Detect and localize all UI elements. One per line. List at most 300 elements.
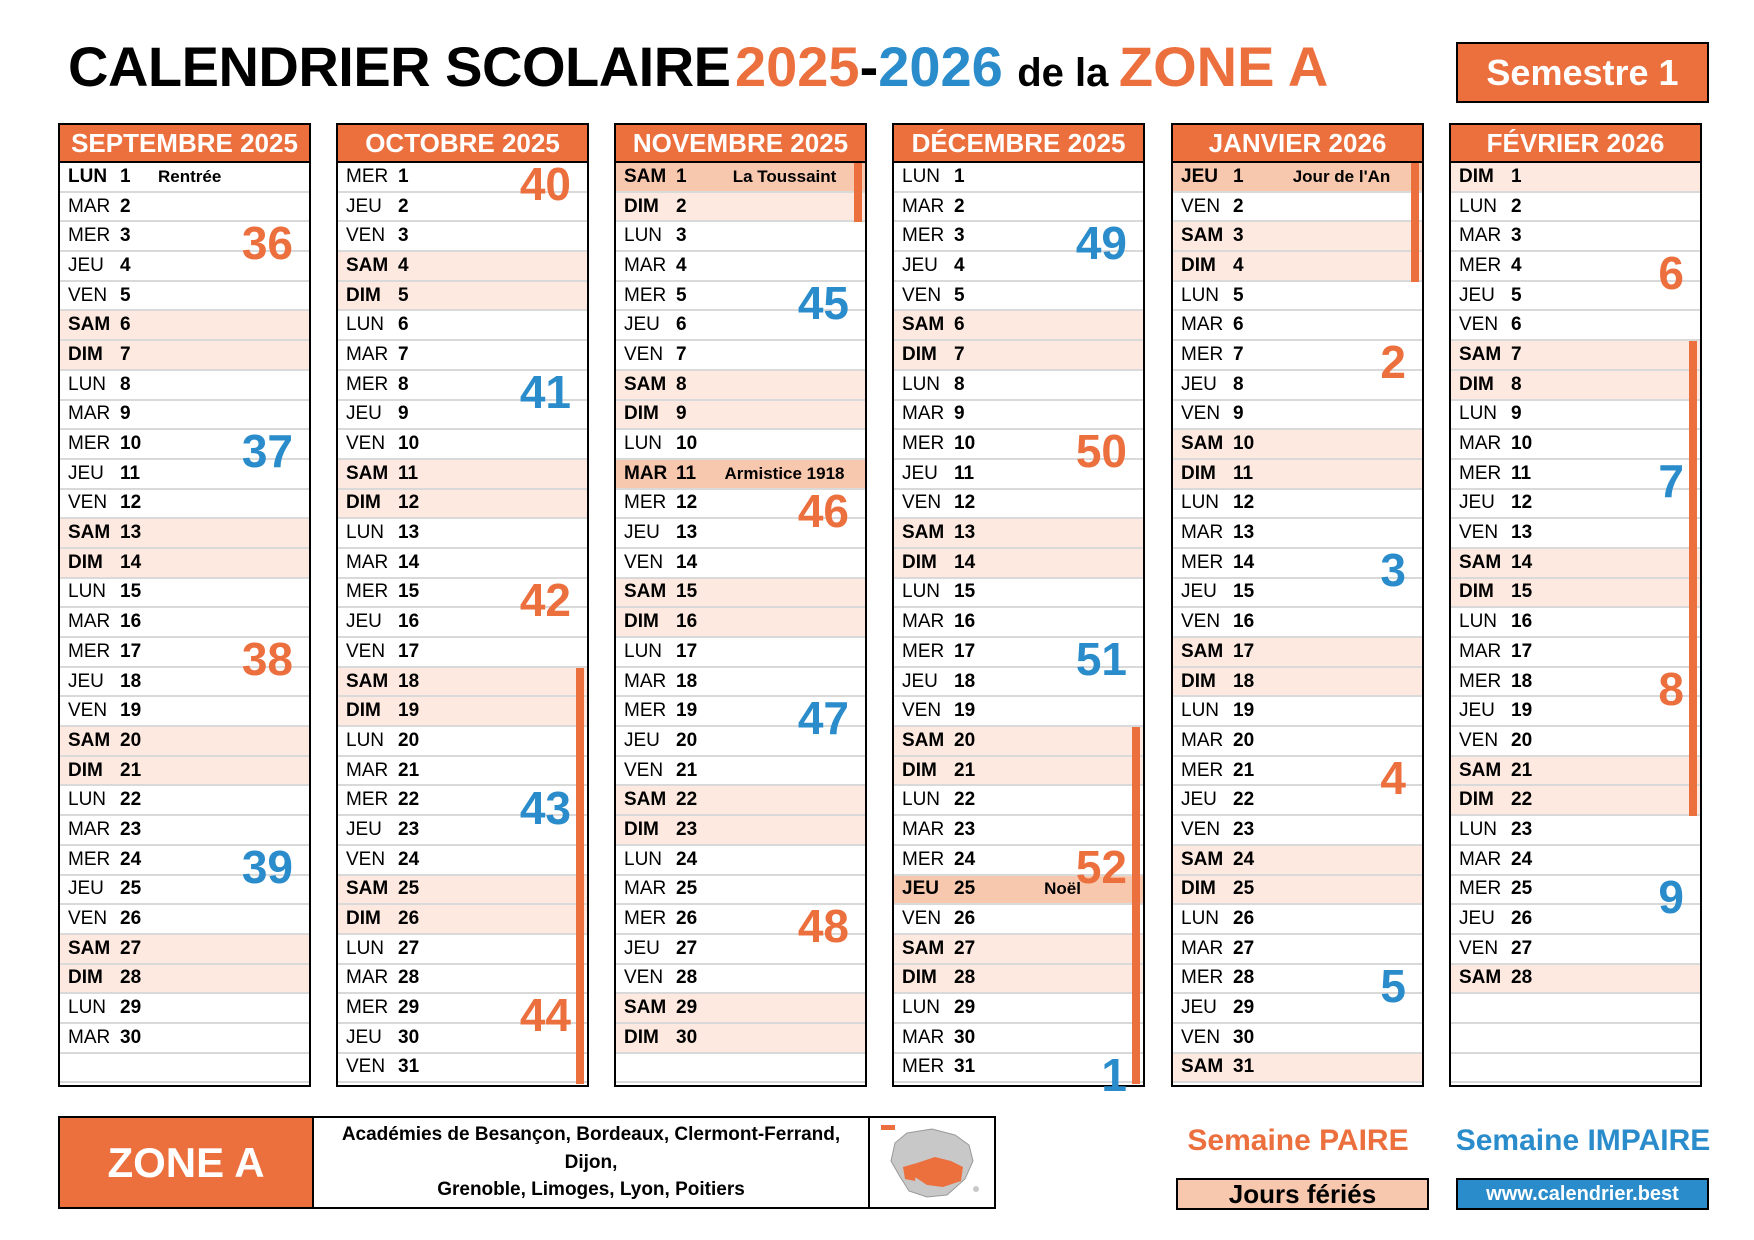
day-number: 21 xyxy=(954,759,976,781)
day-number: 23 xyxy=(676,818,698,840)
day-number: 9 xyxy=(398,403,409,425)
day-of-week: JEU xyxy=(902,254,938,276)
day-row xyxy=(616,371,865,401)
day-row xyxy=(60,371,309,401)
day-number: 27 xyxy=(120,937,142,959)
day-number: 17 xyxy=(120,640,142,662)
day-number: 9 xyxy=(1511,403,1522,425)
day-of-week: SAM xyxy=(1459,967,1502,989)
day-number: 10 xyxy=(398,433,420,455)
day-of-week: MER xyxy=(346,165,389,187)
day-number: 4 xyxy=(954,254,965,276)
holiday-label: Armistice 1918 xyxy=(724,463,845,483)
day-of-week: JEU xyxy=(902,670,938,692)
day-row xyxy=(1173,816,1422,846)
day-of-week: MAR xyxy=(68,1026,111,1048)
day-of-week: JEU xyxy=(68,878,104,900)
day-of-week: SAM xyxy=(1181,848,1224,870)
event-label: Rentrée xyxy=(158,166,222,186)
month-title: DÉCEMBRE 2025 xyxy=(894,125,1143,163)
academies-line-2: Grenoble, Limoges, Lyon, Poitiers xyxy=(437,1179,745,1201)
day-number: 18 xyxy=(954,670,976,692)
week-number: 4 xyxy=(1380,751,1406,804)
day-list xyxy=(894,163,1143,1101)
day-of-week: MER xyxy=(346,789,389,811)
day-number: 1 xyxy=(120,165,131,187)
day-number: 26 xyxy=(676,908,698,930)
day-number: 15 xyxy=(1233,581,1255,603)
day-number: 16 xyxy=(676,611,698,633)
week-number: 3 xyxy=(1380,543,1406,596)
day-row xyxy=(1451,757,1700,787)
day-of-week: VEN xyxy=(1459,729,1499,751)
day-number: 12 xyxy=(1511,492,1533,514)
day-number: 10 xyxy=(1511,433,1533,455)
day-row xyxy=(894,905,1143,935)
zone-label: ZONE A xyxy=(60,1118,314,1207)
title-prefix: CALENDRIER SCOLAIRE xyxy=(68,35,731,98)
day-number: 25 xyxy=(398,878,420,900)
day-number: 21 xyxy=(120,759,142,781)
day-of-week: LUN xyxy=(68,997,107,1019)
day-row xyxy=(894,341,1143,371)
day-of-week: DIM xyxy=(624,403,659,425)
day-of-week: LUN xyxy=(346,937,385,959)
day-of-week: SAM xyxy=(624,373,667,395)
day-row xyxy=(1451,193,1700,223)
day-of-week: LUN xyxy=(346,522,385,544)
day-number: 20 xyxy=(676,729,698,751)
day-row xyxy=(1173,638,1422,668)
day-row xyxy=(616,193,865,223)
day-of-week: MER xyxy=(1181,967,1224,989)
day-row xyxy=(1451,311,1700,341)
day-of-week: JEU xyxy=(902,462,938,484)
day-number: 23 xyxy=(120,818,142,840)
day-number: 20 xyxy=(398,729,420,751)
day-number: 1 xyxy=(398,165,409,187)
day-number: 19 xyxy=(676,700,698,722)
day-row xyxy=(894,519,1143,549)
day-number: 11 xyxy=(398,462,419,484)
day-number: 16 xyxy=(398,611,420,633)
day-number: 2 xyxy=(676,195,687,217)
day-row xyxy=(616,786,865,816)
day-of-week: SAM xyxy=(68,314,111,336)
day-of-week: MER xyxy=(68,640,111,662)
day-row xyxy=(616,341,865,371)
day-number: 26 xyxy=(1511,908,1533,930)
day-row xyxy=(1173,193,1422,223)
day-number: 6 xyxy=(1233,314,1244,336)
day-number: 3 xyxy=(954,225,965,247)
day-number: 25 xyxy=(954,878,976,900)
day-of-week: DIM xyxy=(1459,581,1494,603)
day-row xyxy=(616,608,865,638)
day-number: 8 xyxy=(1511,373,1522,395)
day-number: 10 xyxy=(676,433,698,455)
vacation-bar xyxy=(854,163,862,222)
day-number: 9 xyxy=(120,403,131,425)
day-row xyxy=(338,935,587,965)
week-number: 40 xyxy=(519,157,571,210)
day-number: 5 xyxy=(676,284,687,306)
day-number: 17 xyxy=(398,640,420,662)
day-number: 18 xyxy=(676,670,698,692)
day-number: 15 xyxy=(398,581,420,603)
day-row xyxy=(60,935,309,965)
day-number: 8 xyxy=(398,373,409,395)
day-number: 19 xyxy=(1511,700,1533,722)
day-of-week: SAM xyxy=(1459,759,1502,781)
title-zone: ZONE A xyxy=(1118,35,1329,98)
day-of-week: JEU xyxy=(1181,373,1217,395)
day-row xyxy=(616,638,865,668)
day-of-week: LUN xyxy=(624,848,663,870)
website-link[interactable]: www.calendrier.best xyxy=(1456,1178,1709,1210)
day-number: 27 xyxy=(398,937,420,959)
day-number: 8 xyxy=(1233,373,1244,395)
day-of-week: SAM xyxy=(624,789,667,811)
day-row xyxy=(1173,222,1422,252)
month-title: OCTOBRE 2025 xyxy=(338,125,587,163)
day-of-week: JEU xyxy=(624,729,660,751)
day-row xyxy=(894,786,1143,816)
day-number: 23 xyxy=(1511,818,1533,840)
day-number: 6 xyxy=(676,314,687,336)
day-row xyxy=(1451,727,1700,757)
day-number: 3 xyxy=(120,225,131,247)
day-number: 28 xyxy=(676,967,698,989)
day-row xyxy=(1451,608,1700,638)
day-number: 14 xyxy=(1233,551,1255,573)
day-of-week: DIM xyxy=(346,492,381,514)
day-of-week: MER xyxy=(1181,759,1224,781)
day-number: 6 xyxy=(954,314,965,336)
day-row xyxy=(1173,252,1422,282)
day-of-week: JEU xyxy=(1459,700,1495,722)
day-of-week: MER xyxy=(902,1056,945,1078)
day-of-week: SAM xyxy=(68,937,111,959)
day-of-week: SAM xyxy=(1459,343,1502,365)
day-number: 13 xyxy=(120,522,142,544)
day-row xyxy=(338,282,587,312)
day-of-week: LUN xyxy=(68,581,107,603)
day-number: 7 xyxy=(398,343,409,365)
day-row xyxy=(1173,1024,1422,1054)
day-row xyxy=(60,282,309,312)
day-of-week: MAR xyxy=(1181,729,1224,751)
day-of-week: DIM xyxy=(1181,254,1216,276)
day-number: 10 xyxy=(120,433,142,455)
day-of-week: SAM xyxy=(1459,551,1502,573)
day-number: 25 xyxy=(676,878,698,900)
day-of-week: LUN xyxy=(346,314,385,336)
day-row xyxy=(1173,163,1422,193)
day-row xyxy=(894,549,1143,579)
day-row xyxy=(60,341,309,371)
day-of-week: VEN xyxy=(346,225,386,247)
day-number: 4 xyxy=(1233,254,1244,276)
day-row xyxy=(1173,401,1422,431)
day-number: 4 xyxy=(120,254,131,276)
day-number: 17 xyxy=(1233,640,1255,662)
day-row xyxy=(1173,460,1422,490)
day-of-week: LUN xyxy=(902,997,941,1019)
day-row xyxy=(1173,430,1422,460)
day-of-week: MAR xyxy=(624,254,667,276)
day-number: 24 xyxy=(676,848,698,870)
day-number: 10 xyxy=(1233,433,1255,455)
day-row xyxy=(1451,341,1700,371)
day-row xyxy=(616,430,865,460)
day-row xyxy=(616,163,865,193)
day-of-week: LUN xyxy=(68,373,107,395)
day-of-week: MAR xyxy=(902,611,945,633)
day-number: 26 xyxy=(398,908,420,930)
title-dash: - xyxy=(859,35,879,98)
day-row xyxy=(1173,697,1422,727)
day-number: 29 xyxy=(954,997,976,1019)
day-number: 5 xyxy=(1511,284,1522,306)
week-number: 49 xyxy=(1075,217,1127,270)
day-of-week: MER xyxy=(902,640,945,662)
academies-list xyxy=(314,1118,870,1207)
day-of-week: MAR xyxy=(1459,433,1502,455)
day-of-week: DIM xyxy=(68,343,103,365)
day-number: 3 xyxy=(1511,225,1522,247)
day-number: 30 xyxy=(398,1026,420,1048)
day-number: 13 xyxy=(954,522,976,544)
academies-line-1: Académies de Besançon, Bordeaux, Clermont-Ferrand, Dijon, xyxy=(341,1124,841,1173)
day-of-week: SAM xyxy=(902,937,945,959)
day-of-week: LUN xyxy=(346,729,385,751)
week-number: 45 xyxy=(797,276,849,329)
day-row xyxy=(1451,371,1700,401)
day-of-week: JEU xyxy=(68,670,104,692)
day-of-week: JEU xyxy=(1181,165,1218,187)
day-of-week: VEN xyxy=(902,908,942,930)
day-of-week: JEU xyxy=(68,462,104,484)
day-number: 22 xyxy=(1233,789,1255,811)
day-number: 31 xyxy=(398,1056,420,1078)
day-number: 23 xyxy=(1233,818,1255,840)
day-row xyxy=(1173,905,1422,935)
day-number: 30 xyxy=(676,1026,698,1048)
day-row xyxy=(1173,608,1422,638)
day-of-week: LUN xyxy=(1459,818,1498,840)
day-number: 30 xyxy=(954,1026,976,1048)
day-number: 7 xyxy=(1233,343,1244,365)
day-of-week: LUN xyxy=(902,165,941,187)
day-of-week: JEU xyxy=(1459,908,1495,930)
day-of-week: DIM xyxy=(1459,373,1494,395)
week-number: 37 xyxy=(241,425,293,478)
day-row xyxy=(1451,579,1700,609)
day-of-week: MAR xyxy=(902,1026,945,1048)
month-title: FÉVRIER 2026 xyxy=(1451,125,1700,163)
day-number: 8 xyxy=(954,373,965,395)
day-number: 27 xyxy=(1233,937,1255,959)
day-of-week: DIM xyxy=(346,908,381,930)
day-of-week: MAR xyxy=(68,195,111,217)
day-row xyxy=(60,311,309,341)
day-number: 5 xyxy=(120,284,131,306)
day-number: 20 xyxy=(120,729,142,751)
day-number: 18 xyxy=(120,670,142,692)
month-column xyxy=(892,123,1145,1101)
holiday-label: La Toussaint xyxy=(732,166,837,186)
day-of-week: LUN xyxy=(1459,403,1498,425)
day-number: 5 xyxy=(1233,284,1244,306)
day-number: 21 xyxy=(676,759,698,781)
day-row xyxy=(894,163,1143,193)
day-row xyxy=(60,905,309,935)
day-row xyxy=(338,668,587,698)
day-row xyxy=(338,638,587,668)
day-of-week: MAR xyxy=(346,551,389,573)
week-number: 2 xyxy=(1380,336,1406,389)
day-row xyxy=(60,163,309,193)
day-number: 7 xyxy=(676,343,687,365)
day-row xyxy=(60,697,309,727)
day-number: 29 xyxy=(398,997,420,1019)
day-row xyxy=(338,905,587,935)
day-of-week: LUN xyxy=(68,789,107,811)
day-of-week: JEU xyxy=(1459,284,1495,306)
day-row xyxy=(616,401,865,431)
month-column xyxy=(58,123,311,1087)
page-title xyxy=(68,34,1328,114)
day-of-week: MER xyxy=(1181,551,1224,573)
day-row xyxy=(616,965,865,995)
day-list xyxy=(60,163,309,1083)
day-number: 15 xyxy=(120,581,142,603)
day-of-week: VEN xyxy=(1459,522,1499,544)
day-of-week: LUN xyxy=(624,433,663,455)
day-number: 29 xyxy=(676,997,698,1019)
day-row xyxy=(616,994,865,1024)
day-of-week: MAR xyxy=(902,195,945,217)
day-number: 12 xyxy=(676,492,698,514)
day-number: 29 xyxy=(1233,997,1255,1019)
day-of-week: MAR xyxy=(68,611,111,633)
day-number: 11 xyxy=(120,462,141,484)
day-number: 14 xyxy=(954,551,976,573)
day-number: 11 xyxy=(1233,462,1254,484)
day-of-week: SAM xyxy=(346,878,389,900)
day-of-week: LUN xyxy=(624,225,663,247)
day-of-week: MER xyxy=(624,700,667,722)
day-list xyxy=(1451,163,1700,1083)
day-number: 28 xyxy=(398,967,420,989)
day-of-week: MER xyxy=(1181,343,1224,365)
day-of-week: VEN xyxy=(902,284,942,306)
day-of-week: VEN xyxy=(902,700,942,722)
day-number: 22 xyxy=(1511,789,1533,811)
day-of-week: SAM xyxy=(624,165,667,187)
day-of-week: JEU xyxy=(346,403,382,425)
day-of-week: MAR xyxy=(1181,314,1224,336)
day-of-week: SAM xyxy=(624,997,667,1019)
day-of-week: LUN xyxy=(902,581,941,603)
day-of-week: MAR xyxy=(624,670,667,692)
week-number: 41 xyxy=(519,365,571,418)
day-of-week: MAR xyxy=(68,818,111,840)
day-of-week: LUN xyxy=(902,789,941,811)
day-of-week: MER xyxy=(902,848,945,870)
day-number: 13 xyxy=(398,522,420,544)
day-of-week: VEN xyxy=(68,700,108,722)
day-number: 12 xyxy=(120,492,142,514)
day-of-week: SAM xyxy=(1181,1056,1224,1078)
day-of-week: DIM xyxy=(1181,878,1216,900)
day-row xyxy=(1451,965,1700,995)
day-row xyxy=(1173,490,1422,520)
day-row xyxy=(1451,401,1700,431)
day-number: 1 xyxy=(676,165,687,187)
day-row xyxy=(60,727,309,757)
day-number: 4 xyxy=(676,254,687,276)
day-of-week: VEN xyxy=(1181,1026,1221,1048)
month-column xyxy=(614,123,867,1087)
day-of-week: VEN xyxy=(346,1056,386,1078)
day-number: 29 xyxy=(120,997,142,1019)
vacation-bar xyxy=(576,668,584,1084)
vacation-bar xyxy=(1689,341,1697,816)
week-number: 51 xyxy=(1075,633,1127,686)
day-of-week: SAM xyxy=(902,729,945,751)
day-row xyxy=(894,579,1143,609)
day-row xyxy=(616,579,865,609)
day-number: 27 xyxy=(954,937,976,959)
day-of-week: DIM xyxy=(1459,789,1494,811)
day-number: 8 xyxy=(676,373,687,395)
day-of-week: MER xyxy=(68,433,111,455)
day-row xyxy=(616,222,865,252)
day-of-week: MER xyxy=(902,225,945,247)
day-row xyxy=(894,935,1143,965)
day-number: 21 xyxy=(1511,759,1533,781)
day-number: 24 xyxy=(1511,848,1533,870)
day-row xyxy=(616,757,865,787)
day-number: 26 xyxy=(120,908,142,930)
day-of-week: JEU xyxy=(624,522,660,544)
day-of-week: SAM xyxy=(902,314,945,336)
day-number: 27 xyxy=(1511,937,1533,959)
week-number: 48 xyxy=(797,900,849,953)
day-number: 5 xyxy=(954,284,965,306)
day-number: 26 xyxy=(1233,908,1255,930)
day-row xyxy=(1173,668,1422,698)
day-of-week: VEN xyxy=(346,640,386,662)
day-number: 12 xyxy=(398,492,420,514)
week-number: 50 xyxy=(1075,425,1127,478)
day-of-week: MER xyxy=(68,225,111,247)
day-of-week: DIM xyxy=(1181,462,1216,484)
day-row xyxy=(1173,282,1422,312)
day-number: 9 xyxy=(1233,403,1244,425)
title-year-start: 2025 xyxy=(734,35,860,98)
month-column xyxy=(336,123,589,1087)
day-number: 12 xyxy=(1233,492,1255,514)
day-number: 6 xyxy=(1511,314,1522,336)
day-of-week: SAM xyxy=(68,729,111,751)
day-of-week: VEN xyxy=(624,343,664,365)
day-number: 9 xyxy=(954,403,965,425)
day-of-week: MAR xyxy=(902,818,945,840)
day-row xyxy=(1451,935,1700,965)
